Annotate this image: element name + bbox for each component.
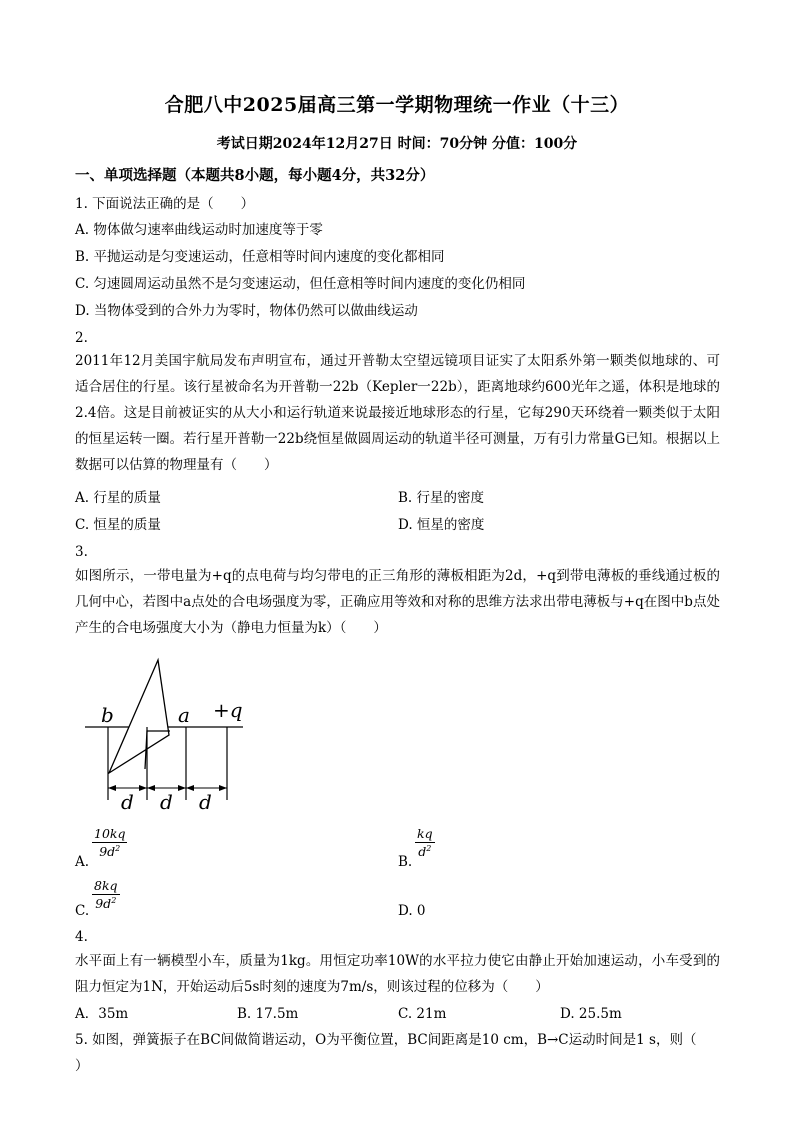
- q4-option-d: D. 25.5m: [560, 1006, 622, 1022]
- q2-stem: 2011年12月美国宇航局发布声明宣布，通过开普勒太空望远镜项目证实了太阳系外第一颗类似地球的、可适合居住的行星。该行星被命名为开普勒一22b（Kepler一22b），距离地球约600光年之遥，体积是地球的2.4倍。这是目前被证实的从大小和运行轨道来说最接近地球形态的行星，它每290天环绕着一颗类似于太阳的恒星运转一圈。若行星开普勒一22b绕恒星做圆周运动的轨道半径可测量，万有引力常量G已知。根据以上数据可以估算的物理量有（ ）: [75, 353, 720, 473]
- q3-option-d: D. 0: [398, 903, 426, 919]
- q1-option-b: B. 平抛运动是匀变速运动，任意相等时间内速度的变化都相同: [75, 249, 445, 265]
- q5-stem: 5. 如图，弹簧振子在BC间做简谐运动，O为平衡位置，BC间距离是10 cm，B→C运动时间是1 s，则（: [75, 1032, 697, 1048]
- q3-c-denominator: 9d: [95, 896, 112, 912]
- fig-label-a: a: [178, 703, 190, 727]
- q4-option-a: A．35m: [75, 1006, 129, 1022]
- q2-number: 2.: [75, 330, 88, 346]
- q4-stem: 水平面上有一辆模型小车，质量为1kg。用恒定功率10W的水平拉力使它由静止开始加速运动，小车受到的阻力恒定为1N，开始运动后5s时刻的速度为7m/s，则该过程的位移为（ ）: [75, 953, 720, 995]
- q2-option-c: C. 恒星的质量: [75, 517, 161, 533]
- q1-option-c: C. 匀速圆周运动虽然不是匀变速运动，但任意相等时间内速度的变化仍相同: [75, 276, 526, 292]
- q3-stem: 如图所示，一带电量为+q的点电荷与均匀带电的正三角形的薄板相距为2d，+q到带电薄板的垂线通过板的几何中心，若图中a点处的合电场强度为零，正确应用等效和对称的思维方法求出带电薄板与+q在图中b点处产生的合电场强度大小为（静电力恒量为k）（ ）: [75, 568, 720, 636]
- q3-a-denominator: 9d: [99, 844, 116, 860]
- q3-option-b-label: B.: [398, 854, 413, 870]
- q3-option-c-label: C.: [75, 903, 90, 919]
- fig-label-q: +q: [213, 698, 243, 722]
- q3-b-numerator: kq: [417, 826, 433, 841]
- q1-option-a: A. 物体做匀速率曲线运动时加速度等于零: [75, 222, 323, 238]
- exam-info: 考试日期2024年12月27日 时间：70分钟 分值：100分: [216, 136, 578, 152]
- q3-number: 3.: [75, 544, 88, 560]
- q3-option-b-fraction: $\frac{kq}{d^2}$: [417, 826, 433, 860]
- fig-label-d3: d: [199, 790, 212, 814]
- q3-b-denominator: d: [418, 844, 427, 860]
- q5-stem-continued: ）: [75, 1058, 89, 1074]
- q3-a-numerator: 10kq: [94, 826, 126, 841]
- q2-option-d: D. 恒星的密度: [398, 517, 485, 533]
- fig-label-d1: d: [121, 790, 134, 814]
- q3-option-a-label: A.: [75, 854, 90, 870]
- fig-label-d2: d: [160, 790, 173, 814]
- q4-number: 4.: [75, 929, 88, 945]
- q2-option-b: B. 行星的密度: [398, 490, 485, 506]
- q3-figure: [75, 655, 255, 815]
- q3-option-c-fraction: $\frac{8kq}{9d^2}$: [94, 878, 118, 912]
- q4-option-b: B. 17.5m: [237, 1006, 299, 1022]
- page-title: 合肥八中2025届高三第一学期物理统一作业（十三）: [164, 94, 630, 116]
- fig-label-b: b: [101, 703, 114, 727]
- q1-option-d: D. 当物体受到的合外力为零时，物体仍然可以做曲线运动: [75, 303, 418, 319]
- q4-option-c: C. 21m: [398, 1006, 447, 1022]
- q3-c-numerator: 8kq: [94, 878, 118, 893]
- q3-option-a-fraction: $\frac{10kq}{9d^2}$: [94, 826, 126, 860]
- section-heading: 一、单项选择题（本题共8小题，每小题4分，共32分）: [75, 167, 435, 184]
- q1-stem: 1. 下面说法正确的是（ ）: [75, 196, 255, 212]
- q2-option-a: A. 行星的质量: [75, 490, 161, 506]
